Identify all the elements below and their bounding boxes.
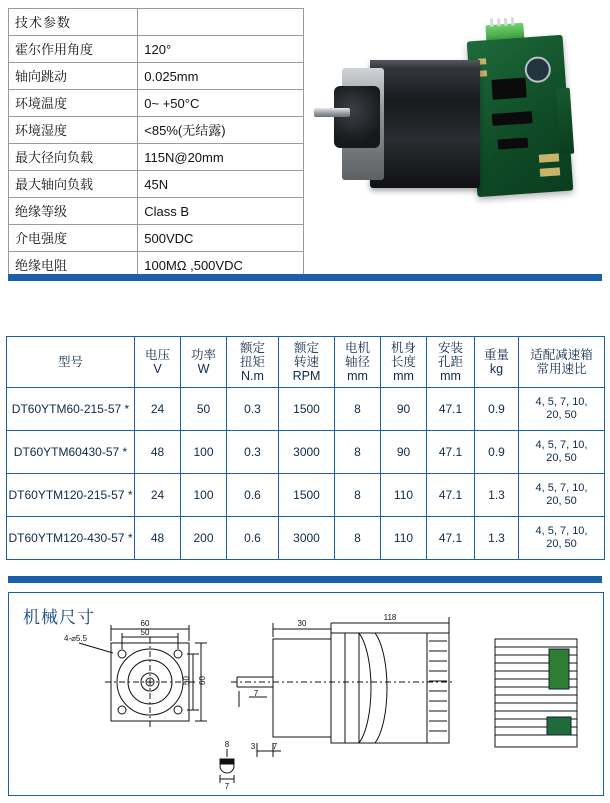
header-ratio-line1: 适配减速箱 bbox=[530, 348, 593, 362]
header-speed bbox=[279, 337, 335, 388]
header-gearbox-ratio bbox=[519, 337, 605, 388]
cell-length: 90 bbox=[381, 431, 427, 474]
header-speed-line3: RPM bbox=[292, 369, 321, 383]
dim-key-7: 7 bbox=[224, 782, 230, 791]
dim-shaft-flat: 7 bbox=[253, 689, 259, 698]
table-row bbox=[7, 388, 605, 431]
motor-housing bbox=[370, 60, 480, 188]
cell-speed: 1500 bbox=[279, 388, 335, 431]
cell-ratio bbox=[519, 517, 605, 560]
cell-weight: 1.3 bbox=[475, 474, 519, 517]
spec-title-row bbox=[9, 9, 304, 36]
spec-value: 0~ +50°C bbox=[138, 90, 304, 117]
header-model bbox=[7, 337, 135, 388]
cell-voltage: 24 bbox=[135, 388, 181, 431]
cell-weight: 0.9 bbox=[475, 431, 519, 474]
header-model-line1: 型号 bbox=[57, 355, 83, 369]
cell-hole: 47.1 bbox=[427, 517, 475, 560]
cell-ratio bbox=[519, 474, 605, 517]
header-length-line2: 长度 bbox=[390, 355, 416, 369]
cell-ratio-line1: 4, 5, 7, 10, bbox=[535, 482, 588, 494]
spec-table-container bbox=[8, 8, 304, 279]
spec-value: 0.025mm bbox=[138, 63, 304, 90]
cell-power: 200 bbox=[181, 517, 227, 560]
cell-weight: 0.9 bbox=[475, 388, 519, 431]
header-torque-line1: 额定 bbox=[239, 341, 265, 355]
cell-power: 100 bbox=[181, 474, 227, 517]
cell-ratio bbox=[519, 388, 605, 431]
header-weight bbox=[475, 337, 519, 388]
header-weight-line1: 重量 bbox=[483, 348, 509, 362]
dim-shaft-7: 7 bbox=[272, 742, 278, 751]
cell-shaft: 8 bbox=[335, 474, 381, 517]
spec-row bbox=[9, 63, 304, 90]
header-voltage bbox=[135, 337, 181, 388]
section-divider-bottom bbox=[8, 576, 602, 583]
dimensions-title: 机械尺寸 bbox=[23, 608, 95, 627]
spec-key: 最大径向负载 bbox=[9, 144, 138, 171]
cell-shaft: 8 bbox=[335, 388, 381, 431]
dim-front-width-inner: 50 bbox=[140, 628, 150, 637]
motor-end-cap bbox=[334, 86, 380, 148]
dim-shaft-3: 3 bbox=[250, 742, 256, 751]
header-torque bbox=[227, 337, 279, 388]
cell-ratio-line1: 4, 5, 7, 10, bbox=[535, 525, 588, 537]
spec-key: 轴向跳动 bbox=[9, 63, 138, 90]
header-voltage-line1: 电压 bbox=[144, 348, 170, 362]
dim-side-shaft: 30 bbox=[297, 619, 307, 628]
header-torque-line2: 扭矩 bbox=[239, 355, 265, 369]
cell-weight: 1.3 bbox=[475, 517, 519, 560]
cell-torque: 0.6 bbox=[227, 517, 279, 560]
cell-shaft: 8 bbox=[335, 517, 381, 560]
header-ratio-line2: 常用速比 bbox=[536, 362, 587, 376]
spec-title: 技术参数 bbox=[9, 9, 138, 36]
spec-row bbox=[9, 36, 304, 63]
spec-value: 115N@20mm bbox=[138, 144, 304, 171]
cell-voltage: 48 bbox=[135, 431, 181, 474]
spec-row bbox=[9, 171, 304, 198]
product-photo bbox=[310, 8, 602, 248]
spec-value: 120° bbox=[138, 36, 304, 63]
spec-value: <85%(无结露) bbox=[138, 117, 304, 144]
model-table-header-row bbox=[7, 337, 605, 388]
cell-model: DT60YTM60-215-57 * bbox=[7, 388, 135, 431]
header-power-line1: 功率 bbox=[190, 348, 216, 362]
cell-ratio-line2: 20, 50 bbox=[546, 495, 577, 507]
cell-hole: 47.1 bbox=[427, 431, 475, 474]
dim-front-height-outer: 60 bbox=[198, 676, 207, 685]
spec-key: 环境湿度 bbox=[9, 117, 138, 144]
cell-speed: 1500 bbox=[279, 474, 335, 517]
cell-speed: 3000 bbox=[279, 517, 335, 560]
spec-row bbox=[9, 225, 304, 252]
header-shaft-diameter bbox=[335, 337, 381, 388]
spec-key: 介电强度 bbox=[9, 225, 138, 252]
cell-model: DT60YTM120-430-57 * bbox=[7, 517, 135, 560]
header-length-line3: mm bbox=[393, 369, 414, 383]
header-hole-line2: 孔距 bbox=[437, 355, 463, 369]
cell-torque: 0.3 bbox=[227, 388, 279, 431]
spec-table bbox=[8, 8, 304, 279]
mechanical-dimensions-panel bbox=[8, 592, 604, 796]
spec-value: 500VDC bbox=[138, 225, 304, 252]
spec-value: Class B bbox=[138, 198, 304, 225]
spec-key: 霍尔作用角度 bbox=[9, 36, 138, 63]
spec-key: 绝缘等级 bbox=[9, 198, 138, 225]
header-hole-spacing bbox=[427, 337, 475, 388]
header-hole-line3: mm bbox=[440, 369, 461, 383]
spec-key: 最大轴向负载 bbox=[9, 171, 138, 198]
cell-torque: 0.6 bbox=[227, 474, 279, 517]
header-body-length bbox=[381, 337, 427, 388]
cell-ratio-line2: 20, 50 bbox=[546, 452, 577, 464]
header-shaft-line2: 轴径 bbox=[344, 355, 370, 369]
cell-model: DT60YTM60430-57 * bbox=[7, 431, 135, 474]
header-weight-line2: kg bbox=[489, 362, 504, 376]
header-length-line1: 机身 bbox=[390, 341, 416, 355]
section-divider-top bbox=[8, 274, 602, 281]
dim-hole-note: 4-⌀5.5 bbox=[64, 634, 88, 643]
cell-hole: 47.1 bbox=[427, 388, 475, 431]
model-table-container bbox=[6, 336, 604, 560]
table-row bbox=[7, 517, 605, 560]
header-shaft-line1: 电机 bbox=[344, 341, 370, 355]
header-power-line2: W bbox=[197, 362, 210, 376]
table-row bbox=[7, 474, 605, 517]
header-hole-line1: 安装 bbox=[437, 341, 463, 355]
spec-value: 100MΩ ,500VDC bbox=[138, 252, 304, 279]
cell-speed: 3000 bbox=[279, 431, 335, 474]
motor-shaft bbox=[314, 108, 350, 117]
spec-row bbox=[9, 90, 304, 117]
cell-voltage: 48 bbox=[135, 517, 181, 560]
cell-length: 110 bbox=[381, 474, 427, 517]
dim-key-8: 8 bbox=[224, 740, 230, 749]
spec-row bbox=[9, 198, 304, 225]
dimension-drawings bbox=[9, 593, 603, 795]
header-speed-line2: 转速 bbox=[293, 355, 319, 369]
spec-title-blank-cell bbox=[138, 9, 304, 36]
cell-shaft: 8 bbox=[335, 431, 381, 474]
cell-power: 100 bbox=[181, 431, 227, 474]
cell-length: 90 bbox=[381, 388, 427, 431]
dim-front-width-outer: 60 bbox=[140, 619, 150, 628]
spec-row bbox=[9, 144, 304, 171]
header-speed-line1: 额定 bbox=[293, 341, 319, 355]
cell-ratio-line2: 20, 50 bbox=[546, 538, 577, 550]
cell-power: 50 bbox=[181, 388, 227, 431]
cell-voltage: 24 bbox=[135, 474, 181, 517]
header-power bbox=[181, 337, 227, 388]
header-shaft-line3: mm bbox=[347, 369, 368, 383]
cell-ratio-line2: 20, 50 bbox=[546, 409, 577, 421]
dim-side-body: 118 bbox=[383, 613, 397, 622]
cell-torque: 0.3 bbox=[227, 431, 279, 474]
cell-hole: 47.1 bbox=[427, 474, 475, 517]
spec-value: 45N bbox=[138, 171, 304, 198]
cell-length: 110 bbox=[381, 517, 427, 560]
header-voltage-line2: V bbox=[153, 362, 162, 376]
spec-key: 绝缘电阻 bbox=[9, 252, 138, 279]
cell-ratio-line1: 4, 5, 7, 10, bbox=[535, 439, 588, 451]
cell-ratio bbox=[519, 431, 605, 474]
spec-row bbox=[9, 117, 304, 144]
dim-front-height-inner: 50 bbox=[182, 676, 191, 685]
model-table bbox=[6, 336, 605, 560]
cell-model: DT60YTM120-215-57 * bbox=[7, 474, 135, 517]
spec-key: 环境温度 bbox=[9, 90, 138, 117]
cell-ratio-line1: 4, 5, 7, 10, bbox=[535, 396, 588, 408]
table-row bbox=[7, 431, 605, 474]
header-torque-line3: N.m bbox=[241, 369, 264, 383]
